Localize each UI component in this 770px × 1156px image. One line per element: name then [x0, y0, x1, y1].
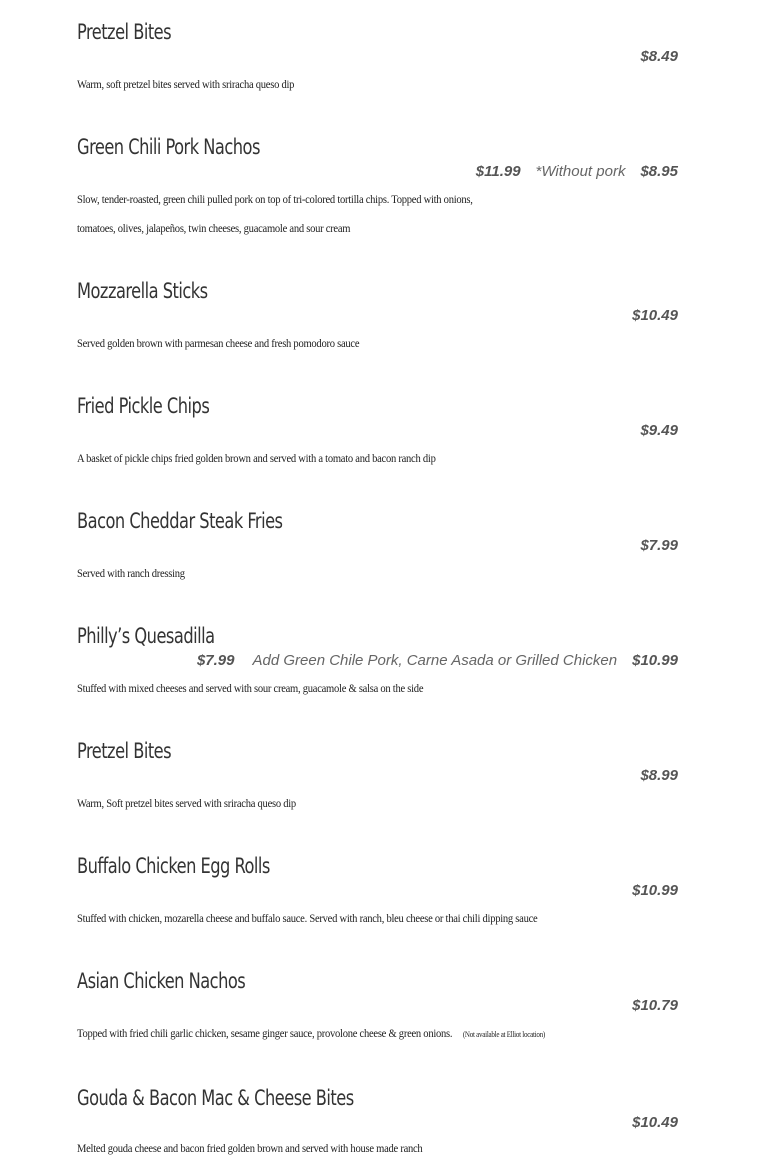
item-description: Served with ranch dressing — [77, 566, 185, 580]
item-description-text: Topped with fried chili garlic chicken, sesame ginger sauce, provolone cheese & green onions. — [77, 1026, 453, 1040]
price: $8.99 — [640, 767, 678, 784]
price: $10.99 — [632, 882, 678, 899]
item-description-line1: Slow, tender-roasted, green chili pulled pork on top of tri-colored tortilla chips. Topped with onions, — [77, 192, 473, 206]
item-price — [640, 48, 678, 65]
item-description: Stuffed with chicken, mozarella cheese and buffalo sauce. Served with ranch, bleu cheese or thai chili dipping sauce — [77, 911, 538, 925]
price: $10.79 — [632, 997, 678, 1014]
item-price — [640, 422, 678, 439]
item-name: Asian Chicken Nachos — [77, 969, 246, 993]
item-description: Served golden brown with parmesan cheese and fresh pomodoro sauce — [77, 336, 360, 350]
item-description: Warm, soft pretzel bites served with sriracha queso dip — [77, 77, 295, 91]
price: $10.49 — [632, 1114, 678, 1131]
item-name: Gouda & Bacon Mac & Cheese Bites — [77, 1086, 354, 1110]
alt-price: $10.99 — [632, 652, 678, 669]
price-note: *Without pork — [535, 163, 626, 180]
item-footnote: (Not available at Elliot location) — [462, 1030, 545, 1039]
item-price — [632, 1114, 678, 1131]
item-description: Stuffed with mixed cheeses and served with sour cream, guacamole & salsa on the side — [77, 681, 424, 695]
item-name: Fried Pickle Chips — [77, 394, 210, 418]
item-description-line2: tomatoes, olives, jalapeños, twin cheeses, guacamole and sour cream — [77, 221, 351, 235]
item-name: Buffalo Chicken Egg Rolls — [77, 854, 270, 878]
price: $9.49 — [640, 422, 678, 439]
alt-price: $8.95 — [640, 163, 678, 180]
item-description: Warm, Soft pretzel bites served with sriracha queso dip — [77, 796, 296, 810]
item-price — [632, 882, 678, 899]
price: $11.99 — [475, 163, 521, 180]
item-price — [632, 997, 678, 1014]
item-description — [77, 1026, 545, 1041]
item-price — [476, 163, 678, 180]
item-name: Bacon Cheddar Steak Fries — [77, 509, 283, 533]
price: $10.49 — [632, 307, 678, 324]
item-price — [640, 767, 678, 784]
item-name: Pretzel Bites — [77, 20, 172, 44]
price-note: Add Green Chile Pork, Carne Asada or Grilled Chicken — [252, 652, 618, 669]
price: $7.99 — [640, 537, 678, 554]
item-price — [640, 537, 678, 554]
item-name: Mozzarella Sticks — [77, 279, 208, 303]
item-name: Pretzel Bites — [77, 739, 172, 763]
item-description: A basket of pickle chips fried golden brown and served with a tomato and bacon ranch dip — [77, 451, 436, 465]
item-name: Philly’s Quesadilla — [77, 624, 215, 648]
item-price — [632, 307, 678, 324]
price: $7.99 — [196, 652, 235, 669]
item-description: Melted gouda cheese and bacon fried golden brown and served with house made ranch — [77, 1141, 423, 1155]
price: $8.49 — [640, 48, 678, 65]
item-name: Green Chili Pork Nachos — [77, 135, 260, 159]
item-price — [197, 652, 678, 669]
